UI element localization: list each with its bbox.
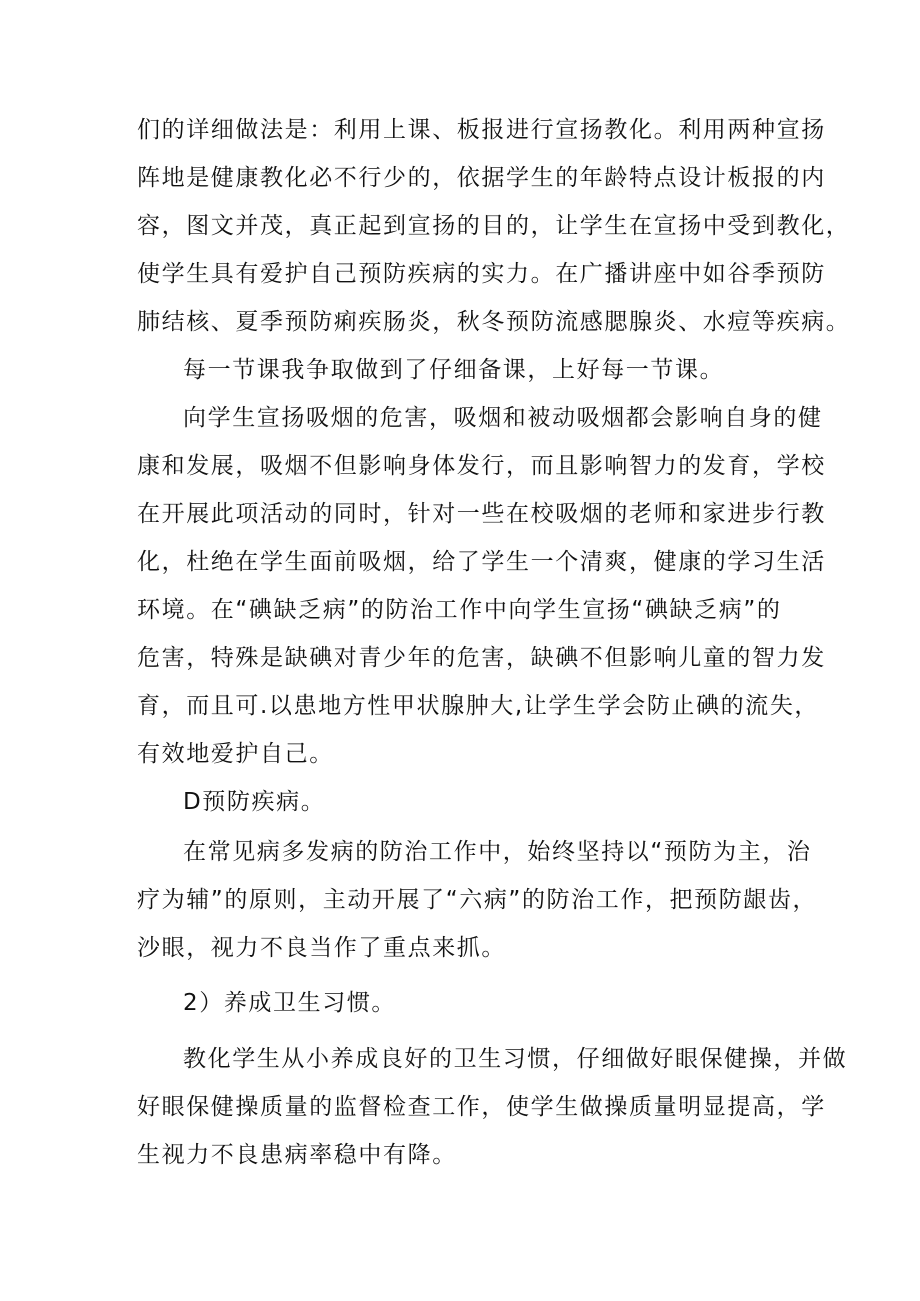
text-line: 化，杜绝在学生面前吸烟，给了学生一个清爽，健康的学习生活 [137, 549, 826, 575]
text-line: 沙眼，视力不良当作了重点来抓。 [137, 935, 506, 961]
text-line: 在开展此项活动的同时，针对一些在校吸烟的老师和家进步行教 [137, 501, 826, 527]
text-line: 生视力不良患病率稳中有降。 [137, 1142, 457, 1168]
text-line: 阵地是健康教化必不行少的，依据学生的年龄特点设计板报的内 [137, 165, 826, 191]
text-line: 向学生宣扬吸烟的危害，吸烟和被动吸烟都会影响自身的健 [183, 405, 823, 431]
text-line: 每一节课我争取做到了仔细备课，上好每一节课。 [183, 357, 725, 383]
text-line: 有效地爱护自己。 [137, 741, 334, 767]
text-line: 在常见病多发病的防治工作中，始终坚持以“预防为主，治 [183, 839, 812, 865]
text-line: 环境。在“碘缺乏病”的防治工作中向学生宣扬“碘缺乏病”的 [137, 597, 782, 623]
section-heading: D预防疾病。 [183, 789, 326, 815]
text-line: 康和发展，吸烟不但影响身体发行，而且影响智力的发育，学校 [137, 453, 826, 479]
text-line: 疗为辅”的原则，主动开展了“六病”的防治工作，把预防龈齿， [137, 887, 818, 913]
text-line: 肺结核、夏季预防痢疾肠炎，秋冬预防流感腮腺炎、水痘等疾病。 [137, 309, 851, 335]
text-line: 容，图文并茂，真正起到宣扬的目的，让学生在宣扬中受到教化， [137, 213, 851, 239]
text-line: 育，而且可.以患地方性甲状腺肿大,让学生学会防止碘的流失， [137, 693, 820, 719]
text-line: 危害，特殊是缺碘对青少年的危害，缺碘不但影响儿童的智力发 [137, 645, 826, 671]
text-line: 好眼保健操质量的监督检查工作，使学生做操质量明显提高，学 [137, 1094, 826, 1120]
section-heading: 2）养成卫生习惯。 [183, 990, 397, 1016]
text-line: 使学生具有爱护自己预防疾病的实力。在广播讲座中如谷季预防 [137, 261, 826, 287]
text-line: 教化学生从小养成良好的卫生习惯，仔细做好眼保健操，并做 [183, 1046, 848, 1072]
text-line: 们的详细做法是：利用上课、板报进行宣扬教化。利用两种宣扬 [137, 117, 826, 143]
